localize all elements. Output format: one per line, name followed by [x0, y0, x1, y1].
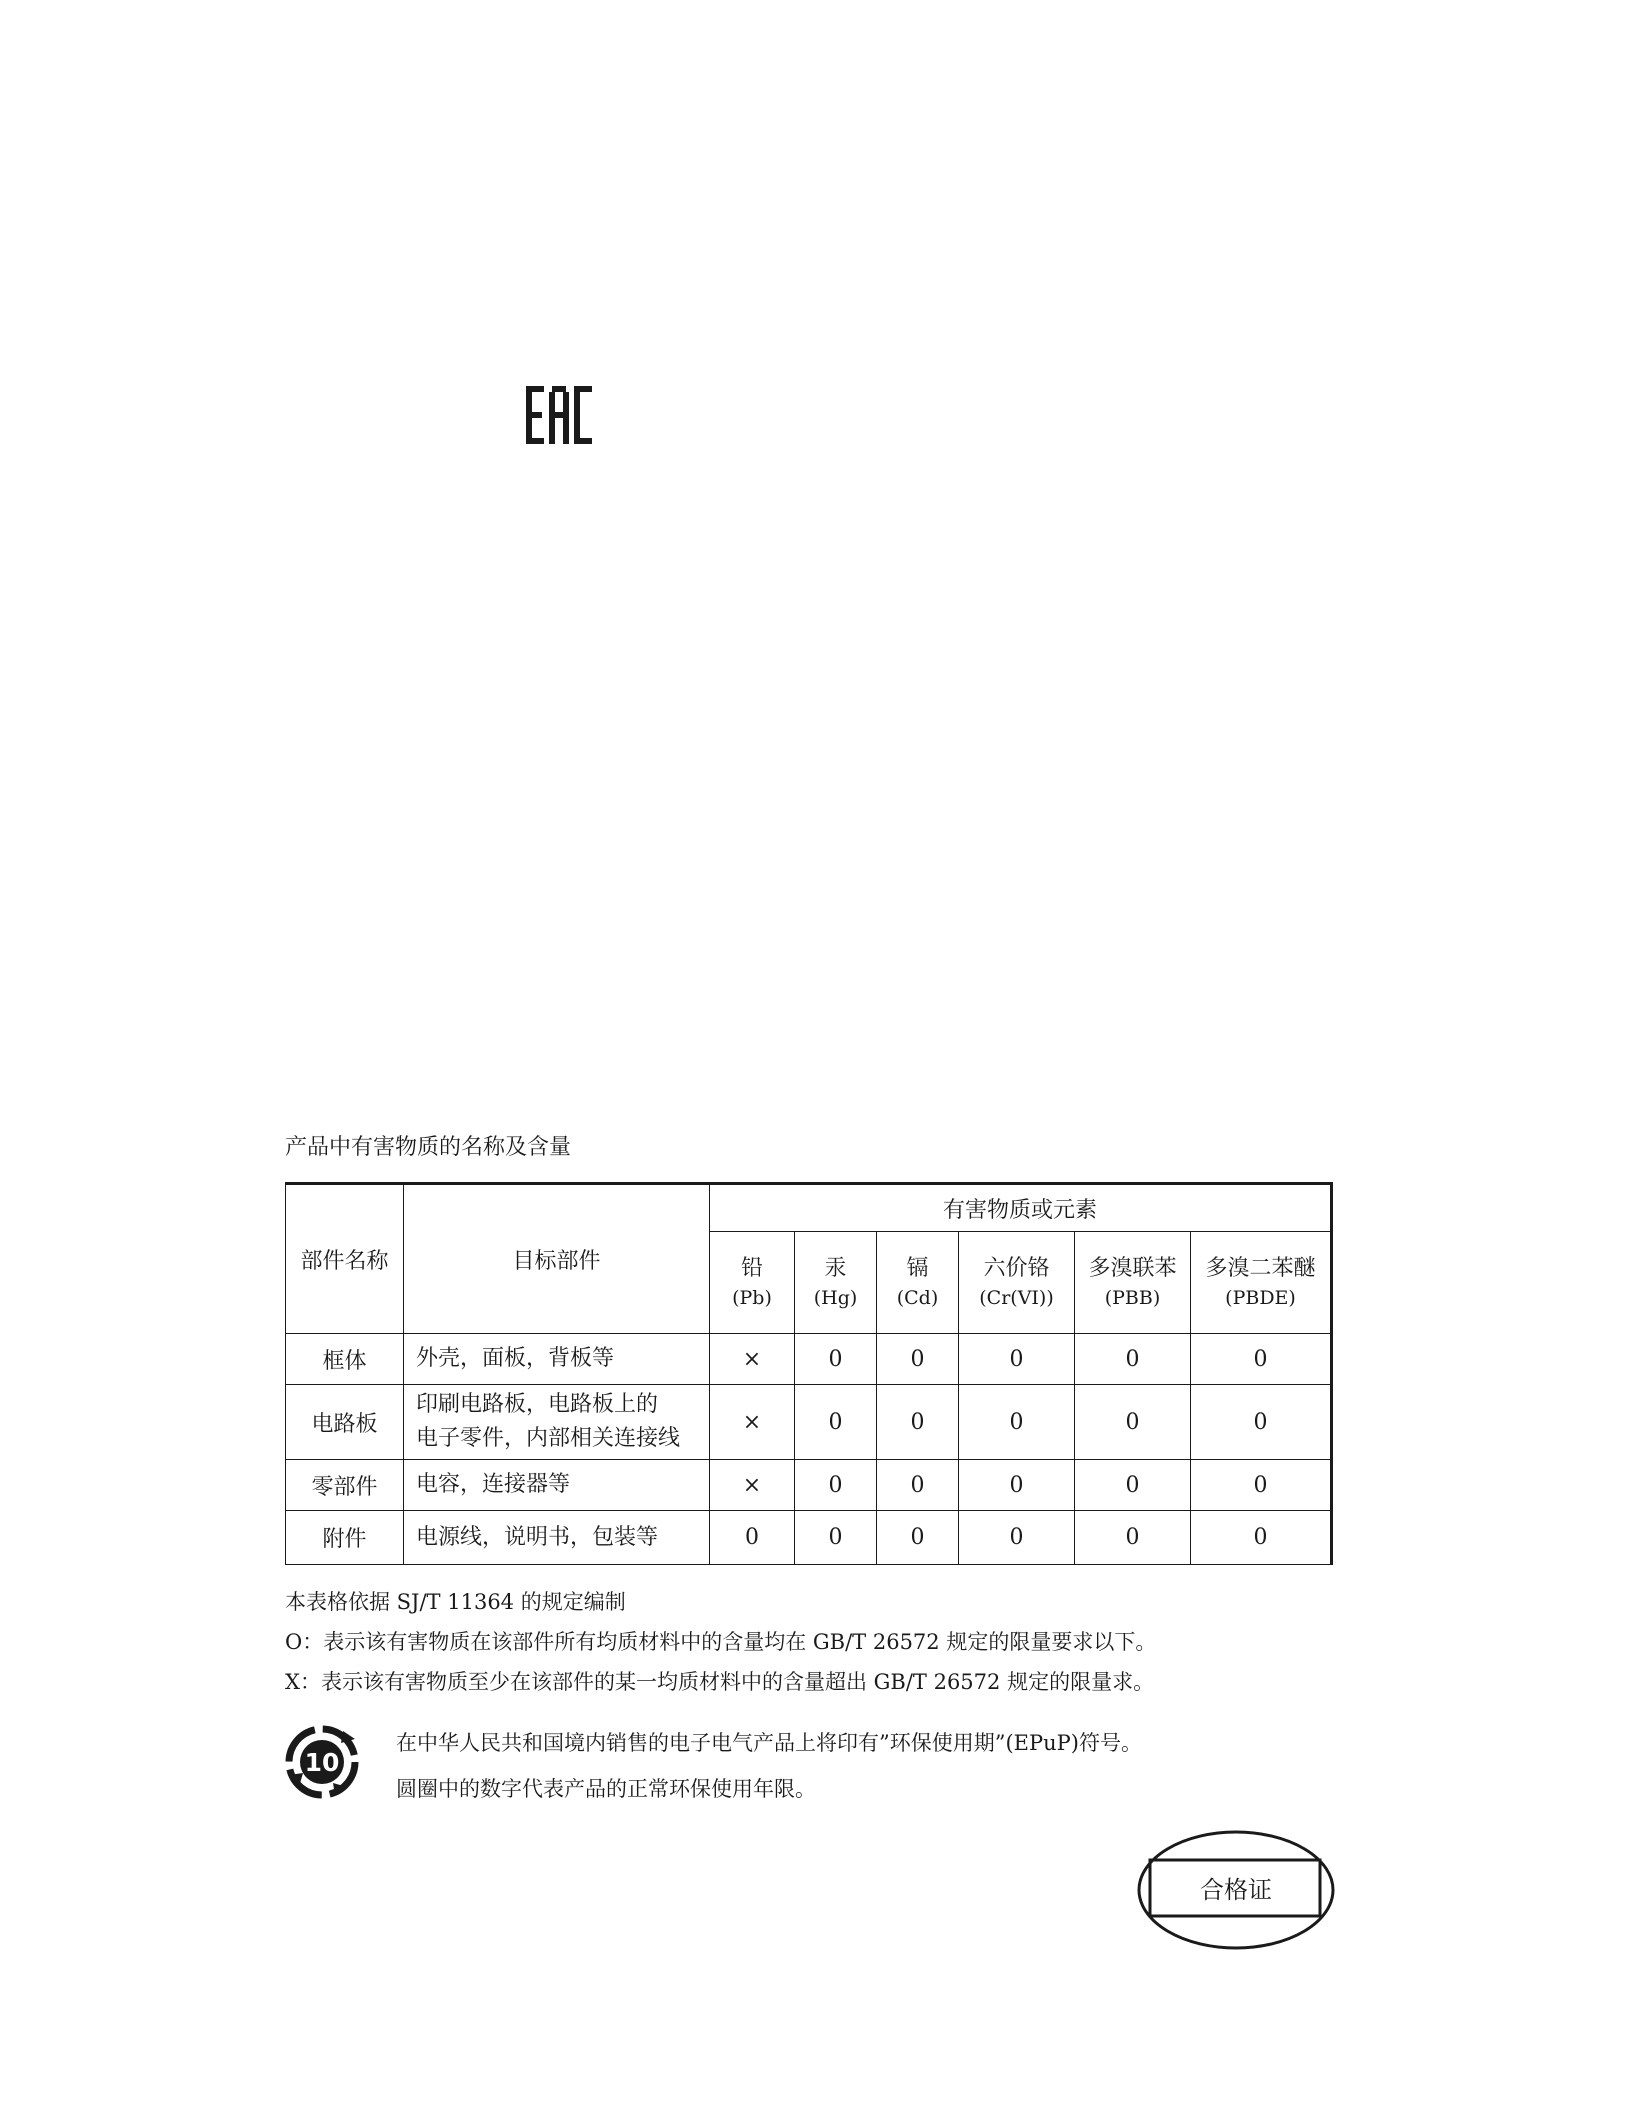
row-target [404, 1511, 710, 1565]
epup-number: 10 [304, 1748, 340, 1777]
row-value: 0 [710, 1511, 795, 1565]
row-value: × [710, 1385, 795, 1460]
row-value: 0 [1075, 1385, 1191, 1460]
row-value: 0 [795, 1385, 877, 1460]
substance-symbol: (Hg) [813, 1286, 858, 1309]
substance-name: 六价铬 [983, 1255, 1050, 1281]
header-substance-cr6 [959, 1232, 1075, 1334]
table-notes [285, 1582, 1156, 1702]
row-value: 0 [877, 1385, 959, 1460]
header-substance-pbb [1075, 1232, 1191, 1334]
row-value: 0 [959, 1460, 1075, 1511]
header-target-part: 目标部件 [404, 1184, 710, 1334]
row-target [404, 1460, 710, 1511]
table-row [286, 1511, 1332, 1565]
note-standard: 本表格依据 SJ/T 11364 的规定编制 [285, 1590, 626, 1614]
eac-mark-icon [526, 386, 592, 444]
substance-symbol: (Cd) [896, 1286, 939, 1309]
epup-recycle-icon [285, 1725, 359, 1799]
row-value: 0 [1191, 1511, 1332, 1565]
substance-name: 多溴联苯 [1088, 1255, 1177, 1281]
row-value: 0 [1191, 1385, 1332, 1460]
section-title: 产品中有害物质的名称及含量 [285, 1135, 572, 1160]
header-substance-pbde [1191, 1232, 1332, 1334]
row-value: 0 [877, 1334, 959, 1385]
substance-name: 多溴二苯醚 [1205, 1255, 1316, 1281]
row-value: 0 [959, 1385, 1075, 1460]
row-target-line: 印刷电路板，电路板上的 [416, 1392, 659, 1417]
row-part-name: 框体 [286, 1334, 404, 1385]
table-row [286, 1334, 1332, 1385]
row-part-name: 附件 [286, 1511, 404, 1565]
substance-symbol: (PBDE) [1225, 1286, 1296, 1309]
row-value: 0 [1075, 1334, 1191, 1385]
row-value: 0 [795, 1460, 877, 1511]
epup-description [396, 1720, 1142, 1812]
row-value: 0 [795, 1511, 877, 1565]
row-value: 0 [877, 1460, 959, 1511]
row-target-line: 电子零件，内部相关连接线 [416, 1426, 681, 1451]
certificate-label: 合格证 [1200, 1876, 1272, 1904]
header-substance-cd [877, 1232, 959, 1334]
table-row [286, 1460, 1332, 1511]
row-value: 0 [959, 1334, 1075, 1385]
row-target-line: 外壳，面板，背板等 [416, 1346, 615, 1371]
row-value: 0 [959, 1511, 1075, 1565]
table-row [286, 1385, 1332, 1460]
row-value: 0 [795, 1334, 877, 1385]
row-value: 0 [1191, 1334, 1332, 1385]
row-value: × [710, 1460, 795, 1511]
header-substance-hg [795, 1232, 877, 1334]
substance-symbol: (PBB) [1104, 1286, 1161, 1309]
row-value: 0 [1075, 1460, 1191, 1511]
row-target [404, 1385, 710, 1460]
substance-name: 铅 [740, 1255, 763, 1281]
row-value: 0 [1075, 1511, 1191, 1565]
row-target-line: 电源线，说明书，包装等 [416, 1524, 659, 1550]
substance-name: 镉 [906, 1255, 929, 1281]
epup-line-2: 圆圈中的数字代表产品的正常环保使用年限。 [396, 1777, 816, 1801]
epup-line-1: 在中华人民共和国境内销售的电子电气产品上将印有”环保使用期”(EPuP)符号。 [396, 1731, 1142, 1755]
header-substance-pb [710, 1232, 795, 1334]
substance-symbol: (Cr(VI)) [979, 1286, 1054, 1309]
substance-name: 汞 [824, 1255, 847, 1281]
note-o-meaning: O：表示该有害物质在该部件所有均质材料中的含量均在 GB/T 26572 规定的限量要求以下。 [285, 1630, 1157, 1654]
row-value: 0 [1191, 1460, 1332, 1511]
row-target [404, 1334, 710, 1385]
header-hazardous-group: 有害物质或元素 [710, 1184, 1332, 1232]
row-part-name: 电路板 [286, 1385, 404, 1460]
substance-symbol: (Pb) [732, 1286, 772, 1309]
row-value: × [710, 1334, 795, 1385]
row-value: 0 [877, 1511, 959, 1565]
row-part-name: 零部件 [286, 1460, 404, 1511]
header-part-name: 部件名称 [286, 1184, 404, 1334]
note-x-meaning: X：表示该有害物质至少在该部件的某一均质材料中的含量超出 GB/T 26572 规定的限量求。 [285, 1670, 1155, 1694]
hazardous-substance-table [285, 1182, 1333, 1565]
row-target-line: 电容，连接器等 [416, 1472, 571, 1497]
